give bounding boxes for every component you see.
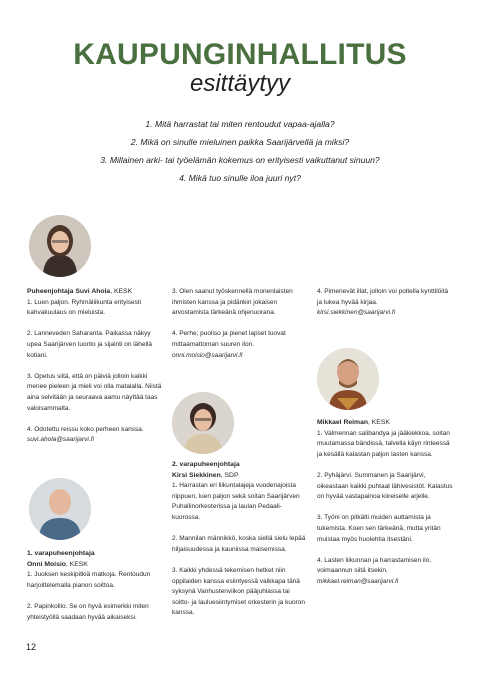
moisio-answer-2: 2. Papinkollio. Se on hyvä esimerkki miten yhteistyöllä saadaan hyvää aikaiseksi. [27,602,149,621]
question-1: 1. Mitä harrastat tai miten rentoudut vapaa-ajalla? [145,119,335,129]
page-title: KAUPUNGINHALLITUS [73,38,407,71]
siekkinen-role: 2. varapuheenjohtaja [172,461,240,468]
reiman-section [317,418,453,588]
reiman-email[interactable]: mikkael.reiman@saarijarvi.fi [317,577,399,585]
moisio-answer-3: 3. Olen saanut työskennellä monenlaisten ihmisten kanssa ja pidänkin jokaisen arvostamista tärkeänä ohjenuorana. [172,288,293,317]
ahola-answer-3: 3. Opetus siitä, että on päiviä jolloin kaikki menee pieleen ja mieli voi olla matalalla. Niistä aina selvitään ja seuraava aamu näyttää taas valoisammalta. [27,372,162,412]
reiman-answer-4: 4. Lasten liikunnan ja harrastamisen ilo, voimaannun siitä itsekin. [317,556,432,575]
siekkinen-email[interactable]: kirsi.siekkinen@saarijarvi.fi [317,309,396,317]
reiman-answer-3: 3. Työni on pitkälti muiden auttamista ja tukemista. Koen sen tärkeänä, mutta yritän muistaa myös huolehtia itsestäni. [317,514,441,543]
moisio-photo [29,478,91,540]
page-subtitle: esittäytyy [189,70,291,97]
page-number: 12 [26,642,37,652]
ahola-answer-4: 4. Odotettu reissu koko perheen kanssa. [27,425,144,433]
moisio-email[interactable]: onni.moisio@saarijarvi.fi [172,351,243,359]
ahola-role: Puheenjohtaja Suvi Ahola [27,288,111,295]
ahola-section [27,287,163,446]
siekkinen-section [172,460,308,619]
siekkinen-answer-4: 4. Pimenevät illat, jolloin voi poltella kynttilöitä ja lukea hyvää kirjaa. [317,288,449,306]
siekkinen-continued [317,287,453,319]
siekkinen-answer-3: 3. Kaikki yhdessä tekemisen hetket niin oppilaiden kanssa esiintyessä vaikkapa tänä syksynä Vanhustenviikon pääjuhlassa tai soitto- ja lauluesiintymiset orkesterin ja kuoron kanssa. [172,566,305,617]
question-2: 2. Mikä on sinulle mieluinen paikka Saarijärvellä ja miksi? [130,137,350,147]
moisio-party: , KESK [65,560,88,568]
moisio-continued [172,287,308,361]
ahola-answer-2: 2. Lanneveden Saharanta. Paikassa näkyy upea Saarijärven luonto ja sijainti on lähellä kotiani. [27,330,153,359]
ahola-answer-1: 1. Luen paljon. Ryhmäliikunta erityisesti kahvakuulaus on mieluista. [27,298,142,317]
ahola-email[interactable]: suvi.ahola@saarijarvi.fi [27,436,94,444]
reiman-answer-1: 1. Valmennan salibandya ja jääkiekkoa, soitan muutamassa bändissä, talvella käyn rinteessä ja kesällä kalastan paljon lasten kanssa. [317,429,450,458]
reiman-photo [317,348,379,410]
moisio-name: Onni Moisio [27,560,66,568]
ahola-party: , KESK [110,288,133,295]
question-3: 3. Millainen arki- tai työelämän kokemus on erityisesti vaikuttanut sinuun? [100,155,380,165]
siekkinen-answer-2: 2. Mannilan männikkö, koska siellä sielu lepää hiljaisuudessa ja kauniissa maisemissa. [172,535,306,553]
ahola-photo [29,215,91,277]
question-4: 4. Mikä tuo sinulle iloa juuri nyt? [179,173,301,183]
siekkinen-photo [172,392,234,454]
reiman-party: , KESK [368,419,390,426]
question-list [0,115,480,187]
moisio-answer-4: 4. Perhe; puoliso ja pienet lapset tuovat mittaamattoman suuren ilon. [172,330,286,348]
reiman-role: Mikkael Reiman [317,419,368,426]
moisio-role: 1. varapuheenjohtaja [27,550,95,557]
reiman-answer-2: 2. Pyhäjärvi. Summanen ja Saarijärvi, oikeastaan kaikki puhtaat lähivesistöt. Kalastus on hyvää vastapainoa kiireiselle arjelle. [317,471,453,501]
moisio-section [27,549,163,623]
siekkinen-party: , SDP [220,471,239,479]
siekkinen-answer-1: 1. Harrastan eri liikuntalajeja vuodenajoista riippuen, luen paljon sekä soitan Saarijärven Puhallinorkesterissa ja laulan Pedaali-kuorossa. [172,482,300,521]
moisio-answer-1: 1. Juoksen keskipitkiä matkoja. Rentoudun harjoittelemalla pianon soittoa. [27,571,151,589]
siekkinen-name: Kirsi Siekkinen [172,471,221,479]
